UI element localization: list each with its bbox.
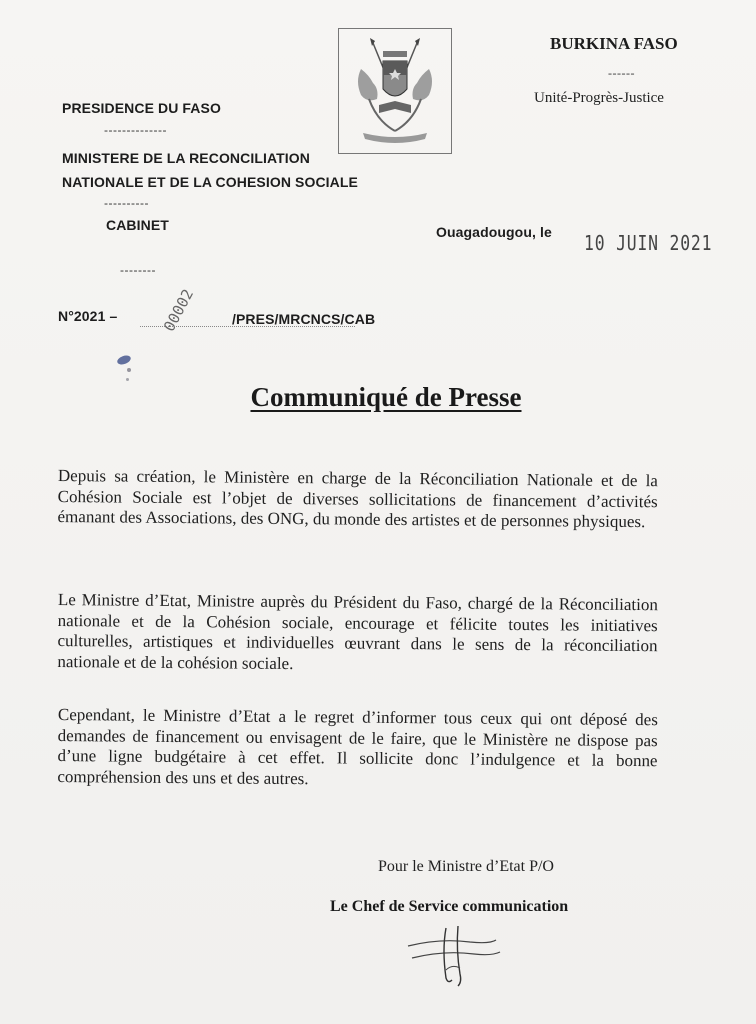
document-title: Communiqué de Presse	[250, 382, 522, 412]
separator-dashes: --------	[120, 263, 156, 277]
ministry-heading-line2: NATIONALE ET DE LA COHESION SOCIALE	[62, 174, 358, 190]
paragraph-1: Depuis sa création, le Ministère en charge de la Réconciliation Nationale et de la Cohésion Sociale est l’objet de diverses sollicitations de financement d’activités émanant des Associations, des ONG, du monde des artistes et de personnes physiques.	[57, 466, 658, 532]
presidency-heading: PRESIDENCE DU FASO	[62, 100, 221, 116]
document-title-row	[0, 382, 756, 413]
signature-line-2: Le Chef de Service communication	[330, 898, 569, 915]
paragraph-2: Le Ministre d’Etat, Ministre auprès du Président du Faso, chargé de la Réconciliation nationale et de la Cohésion sociale, encourage et félicite toutes les initiatives culturelles, artistiques et individuelles œuvrant dans le sens de la réconciliation nationale et de la cohésion sociale.	[57, 590, 658, 673]
ink-mark	[116, 354, 132, 366]
date-stamp: 10 JUIN 2021	[584, 231, 713, 255]
signature-line-1: Pour le Ministre d’Etat P/O	[378, 858, 554, 875]
reference-prefix: N°2021 –	[58, 308, 118, 324]
cabinet-heading: CABINET	[106, 217, 169, 233]
ministry-heading-line1: MINISTERE DE LA RECONCILIATION	[62, 150, 310, 166]
coat-of-arms-icon	[338, 28, 452, 154]
ink-mark	[127, 368, 131, 372]
reference-suffix: /PRES/MRCNCS/CAB	[232, 311, 376, 327]
ink-mark	[126, 378, 129, 381]
date-place: Ouagadougou, le	[436, 224, 552, 240]
country-heading: BURKINA FASO	[550, 34, 678, 53]
reference-number-stamp: 00002	[160, 286, 198, 335]
separator-dashes: ------	[608, 66, 635, 80]
paragraph-3: Cependant, le Ministre d’Etat a le regret d’informer tous ceux qui ont déposé des demandes de financement ou envisagent de le faire, que le Ministère ne dispose pas d’une ligne budgétaire à cet effet. Il sollicite donc l’indulgence et la bonne compréhension des uns et des autres.	[57, 705, 658, 788]
handwritten-signature-icon	[400, 920, 510, 990]
separator-dashes: ----------	[104, 196, 149, 210]
separator-dashes: --------------	[104, 123, 167, 137]
national-motto: Unité-Progrès-Justice	[534, 90, 664, 106]
